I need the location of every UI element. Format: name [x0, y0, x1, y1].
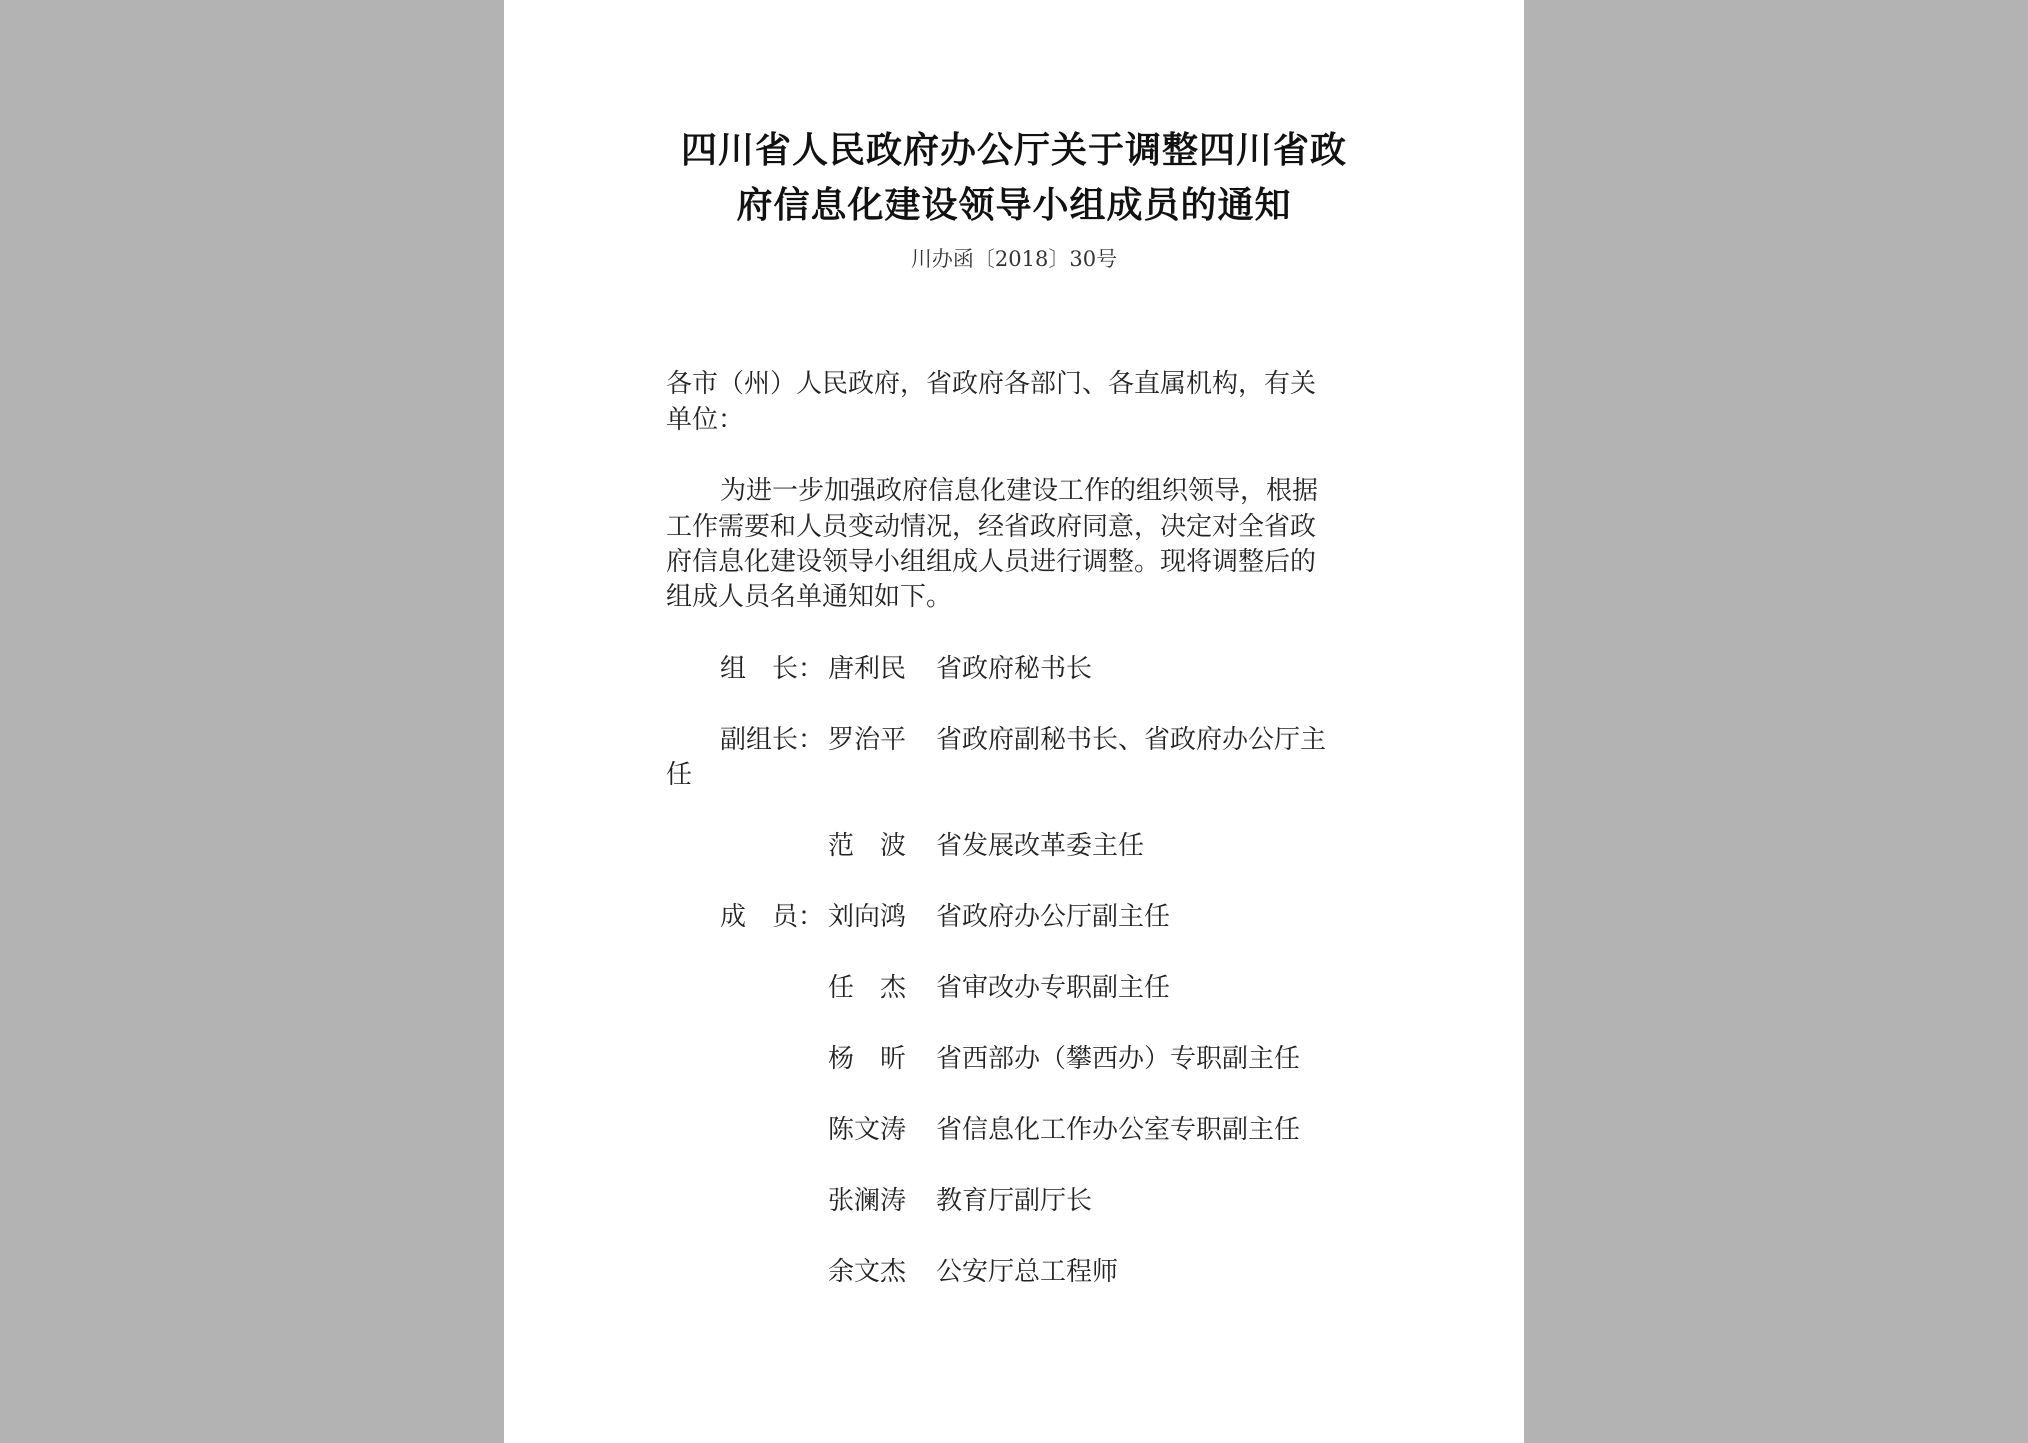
- document-title-line-2: 府信息化建设领导小组成员的通知: [736, 185, 1292, 226]
- roster-title-member-1: 省政府办公厅副主任: [936, 902, 1171, 932]
- roster-role-leader: 组 长：: [720, 654, 825, 684]
- roster-name-member-2: 任 杰: [828, 973, 907, 1003]
- body-line-4: 组成人员名单通知如下。: [666, 582, 953, 612]
- roster-title-member-2: 省审改办专职副主任: [936, 973, 1171, 1003]
- roster-name-deputy-1: 罗治平: [828, 725, 907, 755]
- roster-title-member-5: 教育厅副厅长: [936, 1186, 1093, 1216]
- body-line-2: 工作需要和人员变动情况，经省政府同意，决定对全省政: [666, 512, 1317, 542]
- roster-name-deputy-2: 范 波: [828, 831, 907, 861]
- salutation-line-1: 各市（州）人民政府，省政府各部门、各直属机构，有关: [666, 369, 1317, 399]
- salutation-line-2: 单位：: [666, 405, 745, 435]
- roster-title-deputy-2: 省发展改革委主任: [936, 831, 1145, 861]
- body-line-3: 府信息化建设领导小组组成人员进行调整。现将调整后的: [666, 547, 1317, 577]
- roster-title-member-6: 公安厅总工程师: [936, 1257, 1119, 1287]
- body-line-1: 为进一步加强政府信息化建设工作的组织领导，根据: [720, 476, 1319, 506]
- roster-role-deputy: 副组长：: [720, 725, 825, 755]
- roster-name-member-4: 陈文涛: [828, 1115, 907, 1145]
- document-number: 川办函〔2018〕30号: [910, 247, 1118, 271]
- roster-title-deputy-1: 省政府副秘书长、省政府办公厅主: [936, 725, 1327, 755]
- roster-name-member-1: 刘向鸿: [828, 902, 907, 932]
- roster-title-member-3: 省西部办（攀西办）专职副主任: [936, 1044, 1301, 1074]
- roster-name-member-3: 杨 昕: [828, 1044, 907, 1074]
- roster-title-leader: 省政府秘书长: [936, 654, 1093, 684]
- roster-title-deputy-1-continued: 任: [666, 760, 693, 790]
- document-title-line-1: 四川省人民政府办公厅关于调整四川省政: [680, 130, 1347, 171]
- roster-name-member-5: 张澜涛: [828, 1186, 907, 1216]
- roster-name-leader: 唐利民: [828, 654, 907, 684]
- roster-title-member-4: 省信息化工作办公室专职副主任: [936, 1115, 1301, 1145]
- roster-name-member-6: 余文杰: [828, 1257, 907, 1287]
- document-page: [504, 0, 1524, 1443]
- roster-role-member: 成 员：: [720, 902, 825, 932]
